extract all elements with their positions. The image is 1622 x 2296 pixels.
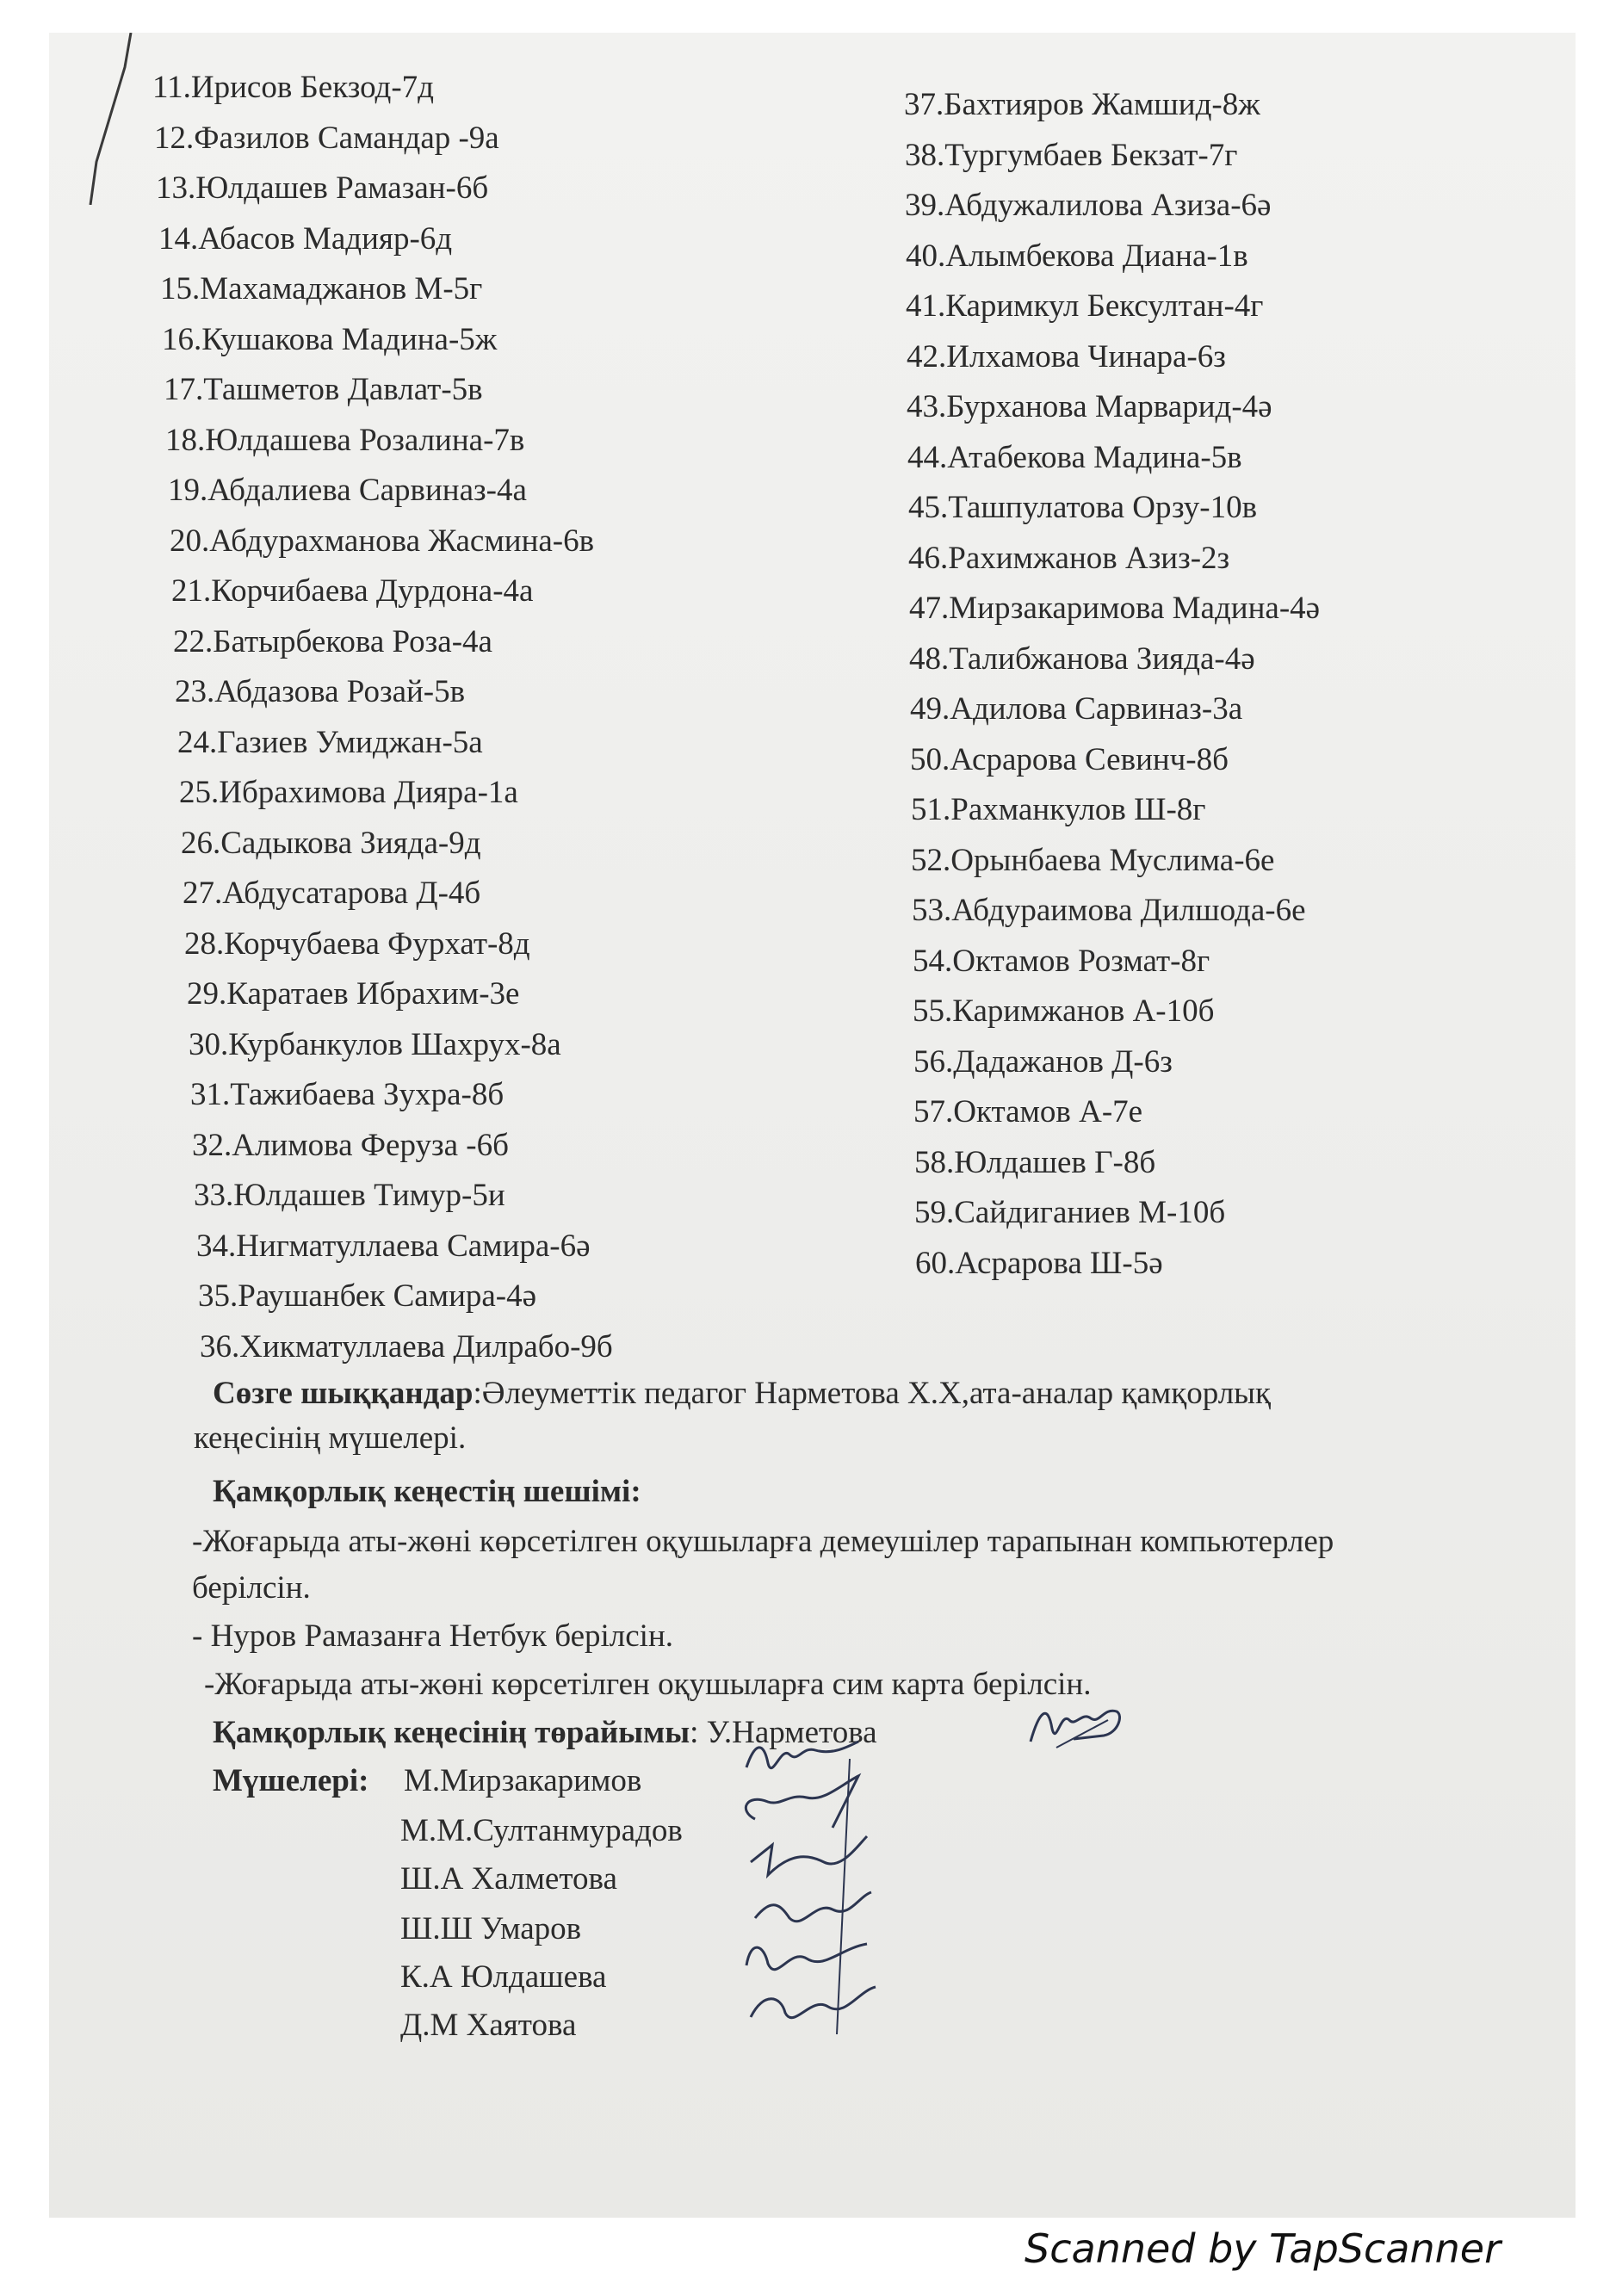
- speakers-line: [213, 1374, 1271, 1414]
- speakers-label: Сөзге шыққандар: [213, 1376, 474, 1411]
- member-name: М.Мирзакаримов: [404, 1763, 642, 1798]
- student-list-item: 18.Юлдашева Розалина-7в: [165, 423, 525, 458]
- student-list-item: 42.Илхамова Чинара-6з: [907, 339, 1226, 374]
- student-list-item: 49.Адилова Сарвиназ-3а: [910, 691, 1243, 727]
- speakers-line-2: кеңесінің мүшелері.: [194, 1420, 467, 1456]
- student-list-item: 24.Газиев Умиджан-5а: [177, 725, 483, 760]
- student-list-item: 36.Хикматуллаева Дилрабо-9б: [200, 1329, 613, 1365]
- student-list-item: 17.Ташметов Давлат-5в: [164, 372, 483, 407]
- decision-item-3: -Жоғарыда аты-жөні көрсетілген оқушыларға сим карта берілсін.: [204, 1667, 1092, 1702]
- member-name: Ш.Ш Умаров: [400, 1911, 582, 1946]
- student-list-item: 52.Орынбаева Муслима-6е: [911, 843, 1275, 878]
- student-list-item: 44.Атабекова Мадина-5в: [907, 440, 1242, 475]
- student-list-item: 46.Рахимжанов Азиз-2з: [908, 541, 1230, 576]
- student-list-item: 34.Нигматуллаева Самира-6ә: [196, 1228, 591, 1264]
- member-name: Д.М Хаятова: [400, 2008, 577, 2043]
- student-list-item: 38.Тургумбаев Бекзат-7г: [905, 138, 1238, 173]
- scanner-watermark: Scanned by TapScanner: [1025, 2225, 1501, 2272]
- student-list-item: 48.Талибжанова Зияда-4ә: [909, 641, 1255, 677]
- decision-item-1: -Жоғарыда аты-жөні көрсетілген оқушыларға демеушілер тарапынан компьютерлер: [192, 1524, 1334, 1559]
- decision-item-1-cont: берілсін.: [192, 1570, 311, 1606]
- member-name: М.М.Султанмурадов: [400, 1813, 683, 1848]
- student-list-item: 21.Корчибаева Дурдона-4а: [171, 573, 534, 609]
- members-label: Мүшелері:: [213, 1763, 369, 1798]
- student-list-item: 59.Сайдиганиев М-10б: [914, 1195, 1226, 1230]
- student-list-item: 50.Асрарова Севинч-8б: [910, 742, 1229, 777]
- student-list-item: 39.Абдужалилова Азиза-6ә: [905, 188, 1272, 223]
- scanned-page: [49, 33, 1576, 2218]
- student-list-item: 15.Махамаджанов М-5г: [160, 271, 483, 306]
- student-list-item: 47.Мирзакаримова Мадина-4ә: [909, 591, 1321, 626]
- student-list-item: 30.Курбанкулов Шахрух-8а: [189, 1027, 561, 1062]
- student-list-item: 32.Алимова Феруза -6б: [192, 1128, 509, 1163]
- student-list-item: 43.Бурханова Марварид-4ә: [907, 389, 1272, 424]
- student-list-item: 29.Каратаев Ибрахим-3е: [187, 976, 520, 1012]
- student-list-item: 11.Ирисов Бекзод-7д: [152, 70, 435, 105]
- student-list-item: 25.Ибрахимова Дияра-1а: [179, 775, 518, 810]
- chair-name: : У.Нарметова: [690, 1715, 877, 1750]
- speakers-text: :Әлеуметтік педагог Нарметова Х.Х,ата-аналар қамқорлық: [473, 1376, 1272, 1411]
- student-list-item: 33.Юлдашев Тимур-5и: [194, 1178, 505, 1213]
- student-list-item: 41.Каримкул Бексултан-4г: [906, 288, 1264, 324]
- student-list-item: 16.Кушакова Мадина-5ж: [162, 322, 498, 357]
- decision-heading: Қамқорлық кеңестің шешімі:: [213, 1474, 641, 1509]
- chair-label: Қамқорлық кеңесінің төрайымы: [213, 1715, 690, 1750]
- student-list-item: 14.Абасов Мадияр-6д: [158, 221, 453, 257]
- student-list-item: 22.Батырбекова Роза-4а: [173, 624, 492, 659]
- student-list-item: 31.Тажибаева Зухра-8б: [190, 1077, 505, 1112]
- student-list-item: 58.Юлдашев Г-8б: [914, 1145, 1156, 1180]
- student-list-item: 60.Асрарова Ш-5ә: [915, 1246, 1163, 1281]
- student-list-item: 57.Октамов А-7е: [913, 1094, 1143, 1129]
- student-list-item: 40.Алымбекова Диана-1в: [906, 238, 1248, 274]
- student-list-item: 54.Октамов Розмат-8г: [913, 944, 1210, 979]
- page-fold-mark: [49, 33, 152, 205]
- student-list-item: 45.Ташпулатова Орзу-10в: [908, 490, 1258, 525]
- student-list-item: 35.Раушанбек Самира-4ә: [198, 1278, 537, 1314]
- student-list-item: 13.Юлдашев Рамазан-6б: [156, 170, 489, 206]
- student-list-item: 28.Корчубаева Фурхат-8д: [184, 926, 530, 962]
- members-signatures: [729, 1733, 884, 2043]
- member-name: Ш.А Халметова: [400, 1861, 617, 1897]
- student-list-item: 53.Абдураимова Дилшода-6е: [912, 893, 1306, 928]
- student-list-item: 51.Рахманкулов Ш-8г: [911, 792, 1206, 827]
- chair-signature: [1022, 1694, 1134, 1763]
- member-name: К.А Юлдашева: [400, 1959, 607, 1995]
- student-list-item: 23.Абдазова Розай-5в: [175, 674, 466, 709]
- student-list-item: 19.Абдалиева Сарвиназ-4а: [168, 473, 527, 508]
- student-list-item: 20.Абдурахманова Жасмина-6в: [170, 523, 595, 559]
- student-list-item: 37.Бахтияров Жамшид-8ж: [904, 87, 1260, 122]
- decision-item-2: - Нуров Рамазанға Нетбук берілсін.: [192, 1618, 673, 1654]
- student-list-item: 27.Абдусатарова Д-4б: [183, 876, 481, 911]
- student-list-item: 12.Фазилов Самандар -9а: [154, 121, 499, 156]
- student-list-item: 26.Садыкова Зияда-9д: [181, 826, 481, 861]
- student-list-item: 56.Дадажанов Д-6з: [913, 1044, 1173, 1080]
- student-list-item: 55.Каримжанов А-10б: [913, 993, 1215, 1029]
